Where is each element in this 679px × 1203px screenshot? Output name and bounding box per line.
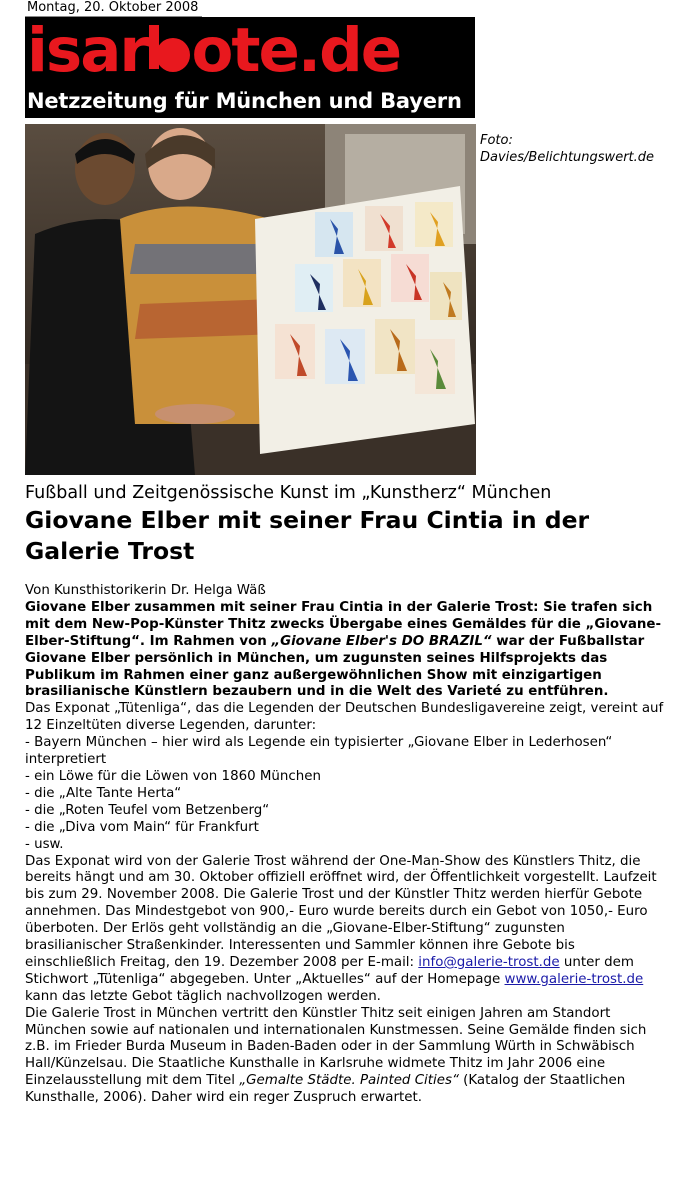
article-paragraph-auction: Das Exponat wird von der Galerie Trost während der One-Man-Show des Künstlers Thitz, die bereits hängt und am 30. Oktober offiziell eröffnet wird, der Öffentlichkeit vorgestellt. Laufzeit bis zum 29. November 2008. Die Galerie Trost und der Künstler Thitz werden hierfür Gebote annehmen. Das Mindestgebot von 900,- Euro wurde bereits durch ein Gebot von 1050,- Euro überboten. Der Erlös geht vollständig an die „Giovane-Elber-Stiftung“ zugunsten brasilianischer Straßenkinder. Interessenten und Sammler können ihre Gebote bis einschließlich Freitag, den 19. Dezember 2008 per E-mail: info@galerie-trost.de unter dem Stichwort „Tütenliga“ abgegeben. Unter „Aktuelles“ auf der Homepage www.galerie-trost.de kann das letzte Gebot täglich nachvollzogen werden. [25, 853, 657, 1004]
site-logo[interactable] [25, 17, 475, 118]
issue-date: Montag, 20. Oktober 2008 [25, 0, 202, 17]
list-item: - die „Alte Tante Herta“ [25, 785, 182, 801]
article-paragraph-intro: Das Exponat „Tütenliga“, das die Legenden der Deutschen Bundesligavereine zeigt, vereint auf 12 Einzeltüten diverse Legenden, darunter: [25, 701, 664, 734]
article-photo [25, 124, 476, 475]
article-byline: Von Kunsthistorikerin Dr. Helga Wäß [25, 583, 266, 598]
article-headline: Giovane Elber mit seiner Frau Cintia in der Galerie Trost [25, 506, 590, 565]
homepage-link[interactable]: www.galerie-trost.de [504, 971, 644, 987]
article-body [25, 583, 665, 1107]
email-link[interactable]: info@galerie-trost.de [418, 954, 560, 970]
article-paragraph-gallery: Die Galerie Trost in München vertritt den Künstler Thitz seit einigen Jahren am Standort München sowie auf nationalen und internationalen Kunstmessen. Seine Gemälde finden sich z.B. im Frieder Burda Museum in Baden-Baden oder in der Sammlung Würth in Schwäbisch Hall/Künzelsau. Die Staatliche Kunsthalle in Karlsruhe widmete Thitz im Jahr 2006 eine Einzelausstellung mit dem Titel „Gemalte Städte. Painted Cities“ (Katalog der Staatlichen Kunsthalle, 2006). Daher wird ein reger Zuspruch erwartet. [25, 1005, 647, 1106]
article-lead: Giovane Elber zusammen mit seiner Frau Cintia in der Galerie Trost: Sie trafen sich mit dem New-Pop-Künster Thitz zwecks Übergabe eines Gemäldes für die „Giovane-Elber-Stiftung“. Im Rahmen von „Giovane Elber's DO BRAZIL“ war der Fußballstar Giovane Elber persönlich in München, um zugunsten seines Hilfsprojekts das Publikum im Rahmen einer ganz außergewöhnlichen Show mit einzigartigen brasilianische Künstlern bezaubern und in die Welt des Varieté zu entführen. [25, 599, 662, 700]
photo-credit [480, 132, 665, 166]
legend-list [25, 735, 665, 853]
logo-b-ball-icon [147, 19, 191, 75]
list-item: - Bayern München – hier wird als Legende ein typisierter „Giovane Elber in Lederhosen“ interpretiert [25, 735, 613, 768]
logo-wordmark: isar ote.de [27, 17, 401, 86]
list-item: - die „Roten Teufel vom Betzenberg“ [25, 802, 270, 818]
article-kicker: Fußball und Zeitgenössische Kunst im „Kunstherz“ München [25, 483, 552, 503]
logo-tagline: Netzzeitung für München und Bayern [27, 89, 462, 113]
photo-credit-text: Foto: Davies/Belichtungswert.de [480, 133, 655, 165]
list-item: - die „Diva vom Main“ für Frankfurt [25, 819, 259, 835]
list-item: - ein Löwe für die Löwen von 1860 München [25, 768, 321, 784]
list-item: - usw. [25, 836, 64, 852]
